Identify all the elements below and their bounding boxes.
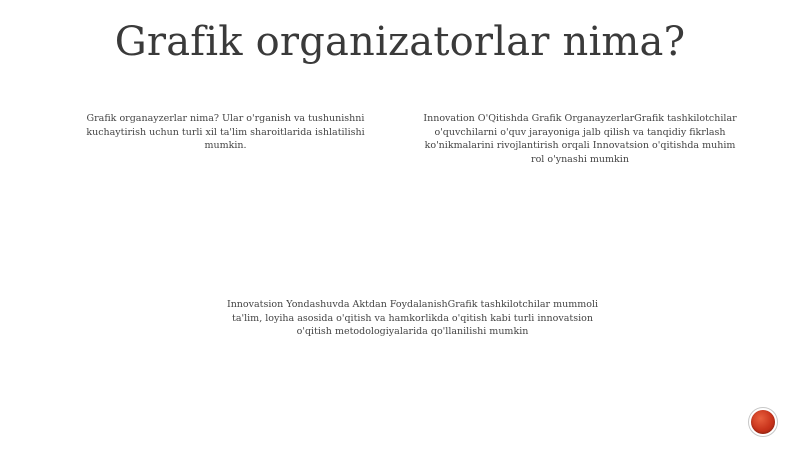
slide-title: Grafik organizatorlar nima? — [114, 19, 686, 65]
text-block-left: Grafik organayzerlar nima? Ular o'rganish va tushunishni kuchaytirish uchun turli xil ta'lim sharoitlarida ishlatilishi mumkin. — [86, 113, 365, 151]
text-block-right: Innovation O'Qitishda Grafik OrganayzerlarGrafik tashkilotchilar o'quvchilarni o'quv jarayoniga jalb qilish va tanqidiy fikrlash ko'nikmalarini rivojlantirish orqali Innovatsion o'qitishda muhim rol o'ynashi mumkin — [423, 113, 737, 165]
slide-nav-button[interactable] — [748, 407, 778, 437]
text-block-bottom: Innovatsion Yondashuvda Aktdan FoydalanishGrafik tashkilotchilar mummoli ta'lim, loyiha asosida o'qitish va hamkorlikda o'qitish kabi turli innovatsion o'qitish metodologiyalarida qo'llanilishi mumkin — [226, 299, 599, 337]
red-circle-icon — [751, 410, 775, 434]
